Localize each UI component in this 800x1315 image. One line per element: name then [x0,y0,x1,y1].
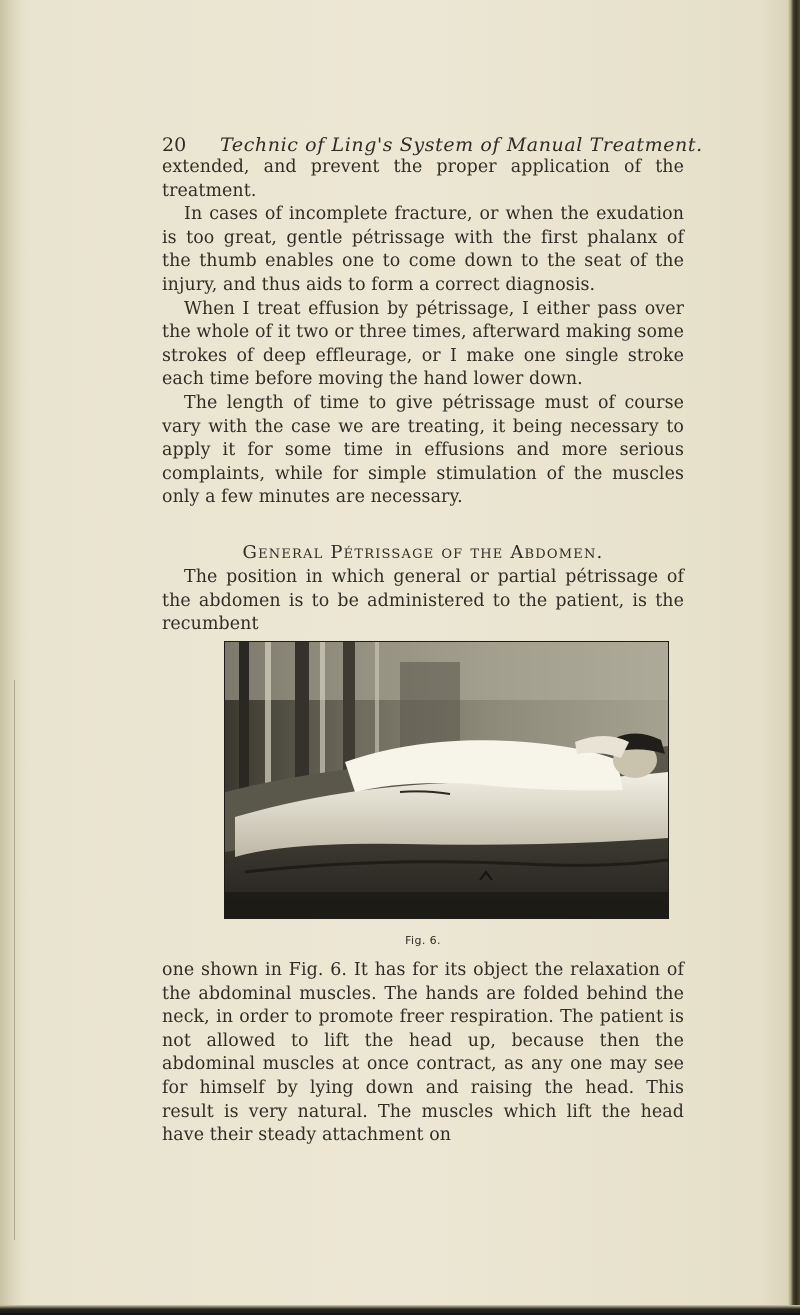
page-binding-shadow [0,0,22,1315]
figure-photograph [224,641,669,919]
paragraph-effusion: When I treat effusion by pétrissage, I either pass over the whole of it two or three times, afterward making some strokes of deep effleurage, or I make one single stroke each time before moving the hand lower down. [162,298,684,390]
patient-photo-illustration [225,642,668,918]
page-number: 20 [162,134,187,156]
paragraph-figure-description: one shown in Fig. 6. It has for its object the relaxation of the abdominal muscles. The hands are folded behind the neck, in order to promote freer respiration. The patient is not allowed to lift the head up, because then the abdominal muscles at once contract, as any one may see for himself by lying down and raising the head. This result is very natural. The muscles which lift the head have their steady attachment on [162,960,684,1146]
running-title: Technic of Ling's System of Manual Treatment. [220,134,703,156]
running-header [162,134,703,156]
text-block-top [162,156,684,510]
paragraph-continuation: extended, and prevent the proper application of the treatment. [162,157,684,201]
paragraph-fracture: In cases of incomplete fracture, or when the exudation is too great, gentle pétrissage with the first phalanx of the thumb enables one to come down to the seat of the injury, and thus aids to form a correct diagnosis. [162,204,684,295]
text-block-after-figure [162,959,684,1148]
paragraph-duration: The length of time to give pétrissage must of course vary with the case we are treating, it being necessary to apply it for some time in effusions and more serious complaints, while for simple stimulation of the muscles only a few minutes are necessary. [162,392,684,508]
figure-caption: Fig. 6. [405,934,441,947]
page-bottom-edge [0,1305,800,1315]
page-edge-line [14,680,15,1240]
page-edge-shadow [788,0,800,1315]
section-heading: General Pétrissage of the Abdomen. [242,542,604,563]
text-block-before-figure [162,566,684,637]
paragraph-position: The position in which general or partial pétrissage of the abdomen is to be administered to the patient, is the recumbent [162,567,684,635]
